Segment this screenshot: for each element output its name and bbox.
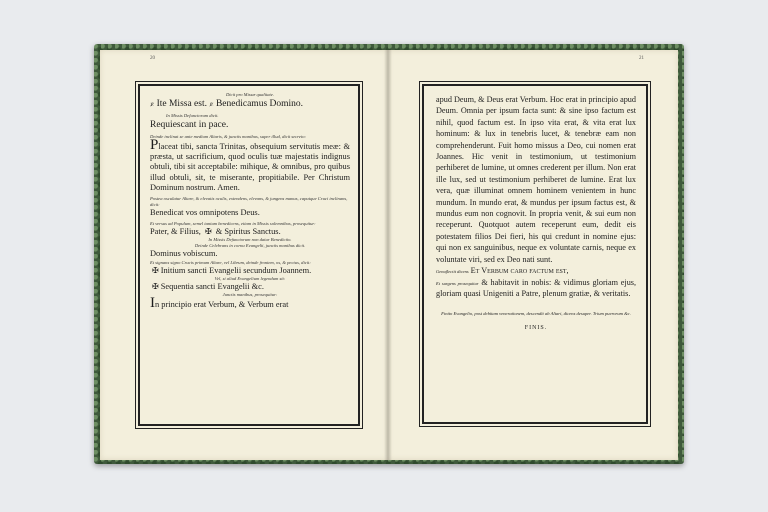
- right-page-text: [436, 94, 636, 416]
- right-page-border: [422, 84, 648, 424]
- rubric: Et versus ad Populum, semel tantum benedicens, etiam in Missis solemnibus, prosequitur:: [150, 221, 316, 227]
- text: & Spiritus Sanctus.: [215, 227, 281, 237]
- rubric: In Missis Defunctorum non datur Benedictio.: [208, 237, 292, 243]
- rubric: Et signans signo Crucis primum Altare, vel Librum, deinde frontem, os, & pectus, dicit:: [150, 259, 311, 265]
- drop-cap: I: [150, 295, 155, 312]
- book-gutter: [384, 50, 392, 460]
- drop-cap: P: [150, 137, 159, 153]
- left-page-text: [150, 92, 350, 418]
- page-number-left: 20: [150, 56, 155, 61]
- text: n principio erat Verbum, & Verbum erat: [155, 300, 289, 310]
- genuflect-rubric: Genuflectit dicens: [436, 269, 469, 275]
- text: Sequentia sancti Evangelii &c.: [160, 281, 264, 291]
- rubric: Deinde Celebrans in cornu Evangelii, junctis manibus dicit.: [194, 243, 306, 249]
- text: Benedicamus Domino.: [215, 99, 304, 109]
- prayer-paragraph: [150, 137, 350, 193]
- text: Pater, & Filius,: [150, 227, 201, 237]
- rubric: Junctis manibus, prosequitur:: [222, 292, 278, 298]
- cross-fleury-icon: ✠: [204, 227, 212, 237]
- cross-fleury-icon: ✠: [152, 265, 159, 275]
- rubric: Vel, si aliud Evangelium legendum sit:: [214, 275, 286, 281]
- rubric: Dicit pro Missæ qualitate.: [225, 92, 275, 97]
- rubric: In Missis Defunctorum dicit.: [166, 113, 219, 118]
- gospel-intro-line: [150, 266, 350, 276]
- text: Initium sancti Evangelii secundum Joannem.: [160, 265, 312, 275]
- finis: FINIS.: [524, 325, 548, 332]
- page-number-right: 21: [639, 56, 644, 61]
- gospel-text-genuflect: [436, 265, 636, 276]
- left-page-border: [138, 84, 360, 426]
- right-page: [388, 50, 678, 460]
- text: laceat tibi, sancta Trinitas, obsequium servitutis meæ: & præsta, ut sacrificium, quod oculis tuæ majestatis indignus obtuli, tibi sit acceptabile: mihique, & omnibus, pro quibus illud obtuli, sit, te miserante, propitiabile. Per Christum Dominum nostrum. Amen.: [150, 142, 350, 192]
- gospel-text-end: [436, 277, 636, 300]
- benediction-line: [150, 227, 350, 237]
- text-line: Benedicat vos omnipotens Deus.: [150, 208, 260, 218]
- versicle-mark: ℣.: [150, 102, 155, 107]
- versicle-line: [150, 98, 350, 110]
- surgens-rubric: Et surgens prosequitur: [436, 280, 479, 286]
- text: & habitavit in nobis: & vidimus gloriam ejus, gloriam quasi Unigeniti a Patre, plenum gratiæ, & veritatis.: [436, 277, 637, 298]
- cross-fleury-icon: ✠: [152, 281, 159, 291]
- left-page: [100, 50, 388, 460]
- text: Et Verbum caro factum est,: [470, 266, 569, 276]
- rubric: Deinde inclinat se ante medium Altaris, & junctis manibus, super illud, dicit secreto:: [150, 134, 307, 139]
- text: Ite Missa est.: [156, 99, 207, 109]
- gospel-sequence-line: [150, 282, 350, 292]
- closing-rubric: Finito Evangelio, post debitam venerationem, descendit ab Altari, dicens desuper. Trium puerorum &c.: [441, 311, 631, 317]
- gospel-text: apud Deum, & Deus erat Verbum. Hoc erat in principio apud Deum. Omnia per ipsum facta sunt: & sine ipso factum est nihil, quod factum est. In ipso vita erat, & vita erat lux hominum: & lux in tenebris lucet, & tenebræ eam non comprehenderunt. Fuit homo missus a Deo, cui nomen erat Joannes. Hic venit in testimonium, ut testimonium perhiberet de lumine, ut omnes crederent per illum. Non erat ille lux, sed ut testimonium perhiberet de lumine. Erat lux vera, quæ illuminat omnem hominem venientem in hunc mundum. In mundo erat, & mundus per ipsum factus est, & mundus eum non cognovit. In propria venit, & sui eum non receperunt. Quotquot autem receperunt eum, dedit eis potestatem filios Dei fieri, his qui credunt in nomine ejus: qui non ex sanguinibus, neque ex voluntate carnis, neque ex voluntate viri, sed ex Deo nati sunt.: [436, 95, 636, 264]
- rubric: Postea osculatur Altare, & elevatis oculis, extendens, elevans, & jungens manus, caputque Cruci inclinans, dicit:: [150, 196, 348, 208]
- versicle-mark: ℣.: [209, 102, 214, 107]
- text-line: Dominus vobiscum.: [150, 249, 218, 259]
- text-line: Requiescant in pace.: [150, 120, 229, 130]
